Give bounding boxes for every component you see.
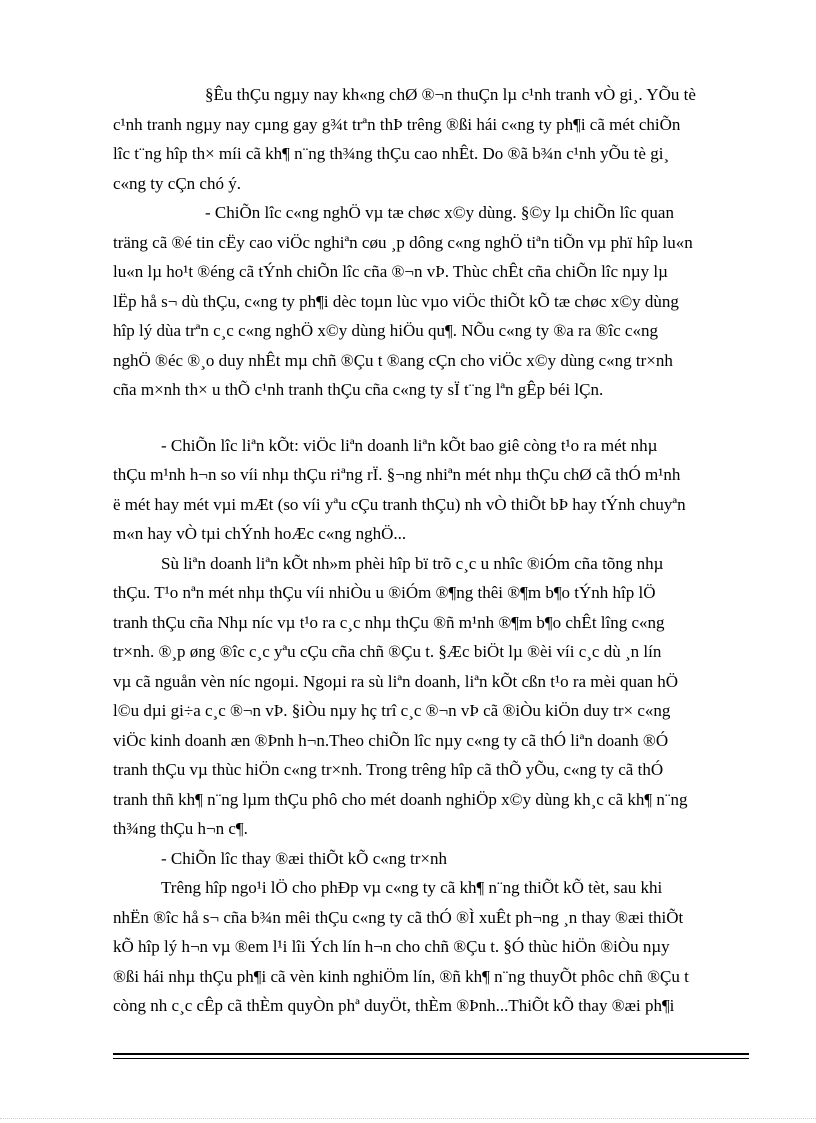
text-line: tranh thÇu cña Nhµ níc vµ t¹o ra c¸c nhµ thÇu ®ñ m¹nh ®¶m b¶o chÊt lîng c«ng xyxy=(113,612,665,632)
text-line: c¹nh tranh ngµy nay cµng gay g¾t trªn thÞ trêng ®ßi hái c«ng ty ph¶i cã mét chiÕn xyxy=(113,114,681,134)
paragraph xyxy=(113,549,766,844)
text-line: tr×nh. ®¸p øng ®îc c¸c yªu cÇu cña chñ ®Çu t. §Æc biÖt lµ ®èi víi c¸c dù ¸n lín xyxy=(113,642,662,661)
text-line: tranh thñ kh¶ n¨ng lµm thÇu phô cho mét doanh nghiÖp x©y dùng kh¸c cã kh¶ n¨ng xyxy=(113,789,688,809)
text-line: träng cã ®é tin cËy cao viÖc nghiªn cøu ¸p dông c«ng nghÖ tiªn tiÕn vµ phï hîp lu«n xyxy=(113,232,693,252)
text-line: §Êu thÇu ngµy nay kh«ng chØ ®¬n thuÇn lµ c¹nh tranh vÒ gi¸. YÕu tè xyxy=(205,85,696,104)
text-line: m«n hay vÒ tµi chÝnh hoÆc c«ng nghÖ... xyxy=(113,524,407,543)
text-line: - ChiÕn lîc c«ng nghÖ vµ tæ chøc x©y dùng. §©y lµ chiÕn lîc quan xyxy=(205,203,674,222)
text-line: Sù liªn doanh liªn kÕt nh»m phèi hîp bï trõ c¸c u nhîc ®iÓm cña tõng nhµ xyxy=(161,553,664,573)
paragraph xyxy=(113,431,766,549)
footer-rule-thin xyxy=(113,1058,749,1059)
text-line: ®ßi hái nhµ thÇu ph¶i cã vèn kinh nghiÖm lín, ®ñ kh¶ n¨ng thuyÕt phôc chñ ®Çu t xyxy=(113,966,689,986)
paragraph xyxy=(113,80,766,198)
footer-rule xyxy=(113,1053,749,1062)
footer-rule-thick xyxy=(113,1053,749,1055)
paragraph xyxy=(113,844,766,874)
text-line: lîc t¨ng hîp th× míi cã kh¶ n¨ng th¾ng thÇu cao nhÊt. Do ®ã b¾n c¹nh yÕu tè gi¸ xyxy=(113,144,670,163)
text-line: tranh thÇu vµ thùc hiÖn c«ng tr×nh. Trong trêng hîp cã thÕ yÕu, c«ng ty cã thÓ xyxy=(113,760,664,779)
text-line: l©u dµi gi÷a c¸c ®¬n vÞ. §iÒu nµy hç trî c¸c ®¬n vÞ cã ®iÒu kiÖn duy tr× c«ng xyxy=(113,701,671,720)
text-line: - ChiÕn lîc liªn kÕt: viÖc liªn doanh liªn kÕt bao giê còng t¹o ra mét nhµ xyxy=(161,435,658,455)
text-line: - ChiÕn lîc thay ®æi thiÕt kÕ c«ng tr×nh xyxy=(161,848,447,868)
text-line: viÖc kinh doanh æn ®Þnh h¬n.Theo chiÕn lîc nµy c«ng ty cã thÓ liªn doanh ®Ó xyxy=(113,730,669,750)
text-line: hîp lý dùa trªn c¸c c«ng nghÖ x©y dùng hiÖu qu¶. NÕu c«ng ty ®a ra ®îc c«ng xyxy=(113,321,658,340)
text-line: cña m×nh th× u thÕ c¹nh tranh thÇu cña c«ng ty sÏ t¨ng lªn gÊp béi lÇn. xyxy=(113,380,604,399)
text-line: lu«n lµ ho¹t ®éng cã tÝnh chiÕn lîc cña ®¬n vÞ. Thùc chÊt cña chiÕn lîc nµy lµ xyxy=(113,262,668,281)
text-line: ë mét hay mét vµi mÆt (so víi yªu cÇu tranh thÇu) nh vÒ thiÕt bÞ hay tÝnh chuyªn xyxy=(113,494,686,514)
text-line: c«ng ty cÇn chó ý. xyxy=(113,173,241,193)
text-line: thÇu. T¹o nªn mét nhµ thÇu víi nhiÒu u ®iÓm ®¶ng thêi ®¶m b¶o tÝnh hîp lÖ xyxy=(113,583,656,602)
text-line: nghÖ ®éc ®¸o duy nhÊt mµ chñ ®Çu t ®ang cÇn cho viÖc x©y dùng c«ng tr×nh xyxy=(113,350,673,370)
text-line: nhËn ®îc hå s¬ cña b¾n mêi thÇu c«ng ty cã thÓ ®Ì xuÊt ph¬ng ¸n thay ®æi thiÕt xyxy=(113,907,684,927)
document-body xyxy=(113,80,766,1021)
text-line: kÕ hîp lý h¬n vµ ®em l¹i lîi Ých lín h¬n cho chñ ®Çu t. §Ó thùc hiÖn ®iÒu nµy xyxy=(113,937,670,956)
text-line: Trêng hîp ngo¹i lÖ cho phÐp vµ c«ng ty cã kh¶ n¨ng thiÕt kÕ tèt, sau khi xyxy=(161,878,663,897)
paragraph xyxy=(113,873,766,1021)
text-line: còng nh c¸c cÊp cã thÈm quyÒn phª duyÖt, thÈm ®Þnh...ThiÕt kÕ thay ®æi ph¶i xyxy=(113,996,675,1015)
page-bottom-border xyxy=(0,1118,816,1119)
text-line: vµ cã nguån vèn níc ngoµi. Ngoµi ra sù liªn doanh, liªn kÕt cßn t¹o ra mèi quan hÖ xyxy=(113,671,679,691)
paragraph-gap xyxy=(113,405,766,431)
text-line: thÇu m¹nh h¬n so víi nhµ thÇu riªng rÏ. §¬ng nhiªn mét nhµ thÇu chØ cã thÓ m¹nh xyxy=(113,465,681,484)
paragraph xyxy=(113,198,766,405)
text-line: th¾ng thÇu h¬n c¶. xyxy=(113,819,248,838)
text-line: lËp hå s¬ dù thÇu, c«ng ty ph¶i dèc toµn lùc vµo viÖc thiÕt kÕ tæ chøc x©y dùng xyxy=(113,291,679,311)
